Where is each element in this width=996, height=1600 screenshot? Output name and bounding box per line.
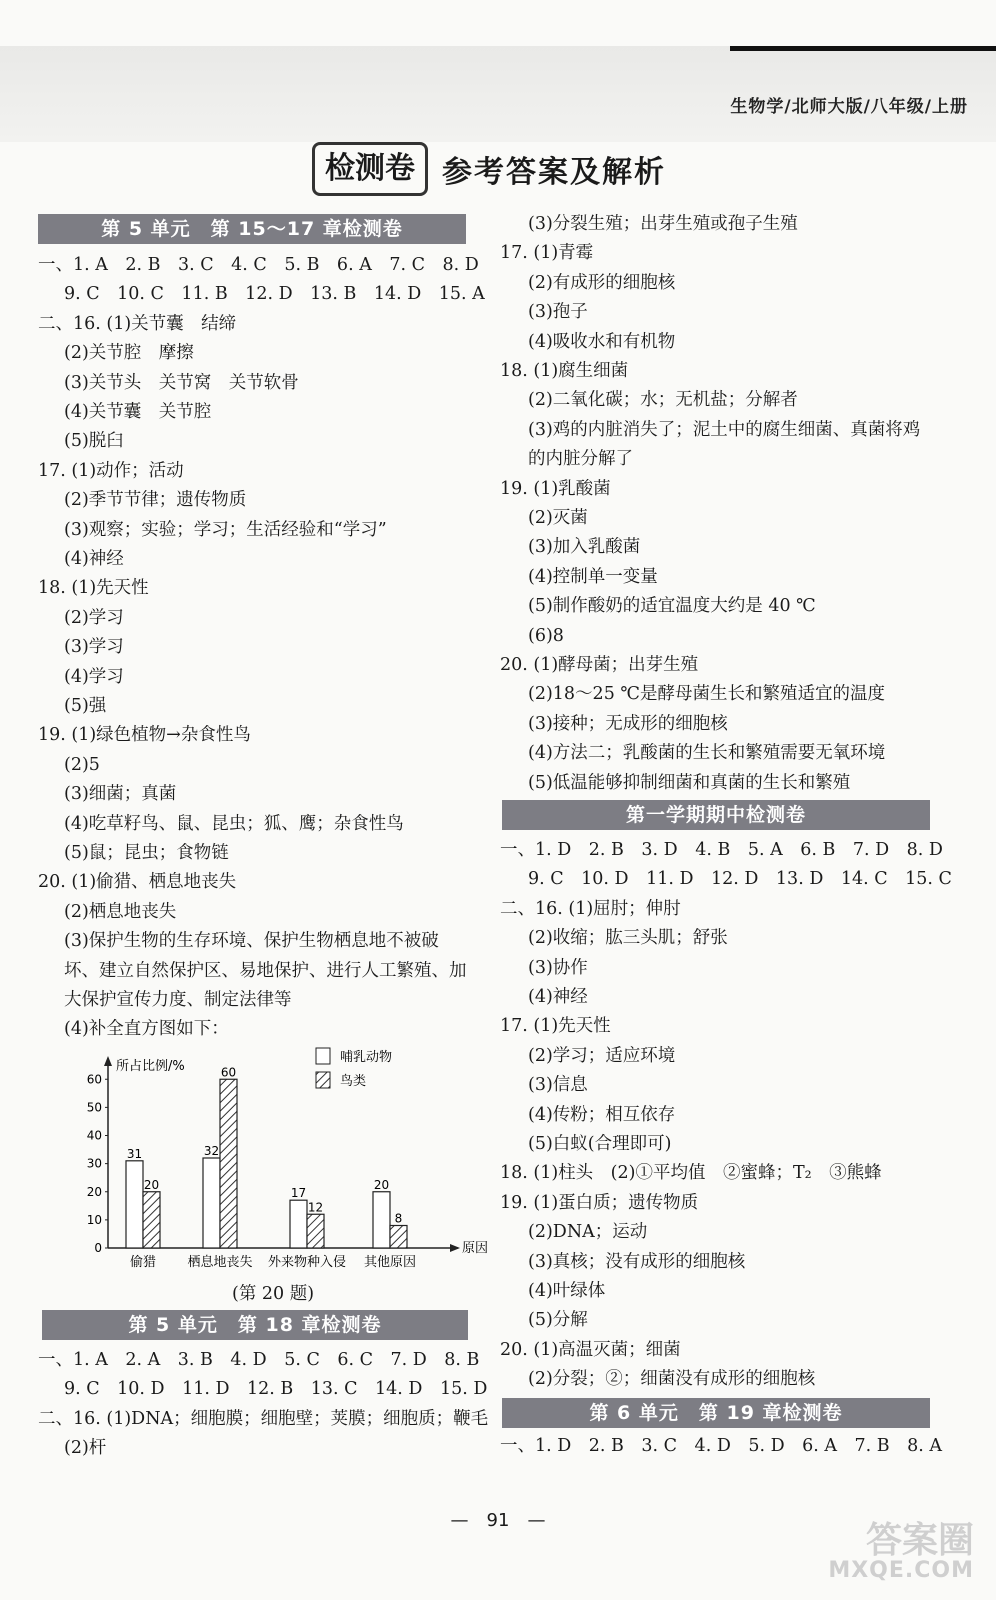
answer-line: 的内脏分解了 — [528, 449, 633, 470]
answer-line: 一、1. A 2. B 3. C 4. C 5. B 6. A 7. C 8. D — [38, 255, 479, 275]
answer-line: 20. (1)偷猎、栖息地丧失 — [38, 872, 237, 893]
answer-line: 9. C 10. D 11. D 12. D 13. D 14. C 15. C — [528, 869, 952, 890]
answer-line: (5)强 — [64, 696, 107, 716]
answer-line: (2)收缩；肱三头肌；舒张 — [528, 928, 728, 949]
y-tick-label: 0 — [94, 1241, 102, 1255]
answer-line: (2)有成形的细胞核 — [528, 272, 676, 293]
answer-line: 18. (1)腐生细菌 — [500, 361, 629, 381]
data-label: 20 — [373, 1177, 390, 1192]
title-box: 检测卷 — [312, 142, 428, 196]
answer-line: (3)协作 — [528, 957, 588, 978]
data-label: 60 — [220, 1065, 237, 1080]
answer-line: 9. C 10. C 11. B 12. D 13. B 14. D 15. A — [64, 284, 485, 305]
answer-line: (5)制作酸奶的适宜温度大约是 40 ℃ — [528, 596, 816, 617]
answer-line: (2)关节腔 摩擦 — [64, 343, 194, 364]
section-banner-unit5-ch18: 第 5 单元 第 18 章检测卷 — [42, 1310, 468, 1340]
answer-line: 19. (1)乳酸菌 — [500, 478, 611, 499]
x-tick-label: 其他原因 — [363, 1255, 417, 1270]
section-banner-unit5-ch15-17: 第 5 单元 第 15～17 章检测卷 — [38, 214, 466, 244]
legend-swatch-bird — [316, 1072, 330, 1088]
data-label: 12 — [307, 1200, 324, 1215]
answer-line: (2)18～25 ℃是酵母菌生长和繁殖适宜的温度 — [528, 684, 885, 705]
answer-line: (4)吸收水和有机物 — [528, 331, 676, 352]
answer-line: 18. (1)柱头 (2)①平均值 ②蜜蜂；T₂ ③熊蜂 — [500, 1163, 882, 1184]
answer-line: (5)鼠；昆虫；食物链 — [64, 843, 229, 863]
answer-line: (5)低温能够抑制细菌和真菌的生长和繁殖 — [528, 772, 851, 793]
answer-line: (4)补全直方图如下： — [64, 1019, 229, 1040]
answer-line: (3)关节头 关节窝 关节软骨 — [64, 372, 299, 393]
data-label: 32 — [203, 1144, 220, 1158]
answer-line: 9. C 10. D 11. D 12. B 13. C 14. D 15. D — [64, 1379, 488, 1400]
answer-line: (3)加入乳酸菌 — [528, 537, 641, 558]
answer-line: (2)二氧化碳；水；无机盐；分解者 — [528, 390, 798, 411]
answer-line: 20. (1)酵母菌；出芽生殖 — [500, 655, 699, 675]
answer-line: (2)5 — [64, 754, 100, 775]
bar-bird — [143, 1192, 160, 1248]
answer-line: 一、1. D 2. B 3. D 4. B 5. A 6. B 7. D 8. D — [500, 840, 943, 860]
answer-line: (2)分裂；②；细菌没有成形的细胞核 — [528, 1369, 816, 1390]
bar-bird — [220, 1079, 237, 1248]
x-tick-label: 外来物种入侵 — [267, 1255, 347, 1270]
answer-line: 19. (1)绿色植物→杂食性鸟 — [38, 725, 251, 746]
y-axis-label: 所占比例/% — [116, 1059, 185, 1074]
bar-bird — [307, 1214, 324, 1248]
answer-line: (2)栖息地丧失 — [64, 901, 177, 922]
answer-line: (3)接种；无成形的细胞核 — [528, 713, 728, 734]
answer-line: (3)观察；实验；学习；生活经验和“学习” — [64, 519, 387, 540]
answer-line: (2)杆 — [64, 1438, 107, 1459]
answer-line: (3)信息 — [528, 1075, 588, 1096]
answer-line: (5)白蚁(合理即可) — [528, 1134, 672, 1154]
y-tick-label: 30 — [86, 1156, 102, 1171]
answer-line: 坏、建立自然保护区、易地保护、进行人工繁殖、加 — [64, 960, 467, 981]
y-tick-label: 50 — [86, 1100, 102, 1115]
y-tick-label: 20 — [86, 1184, 102, 1199]
bar-mammal — [290, 1200, 307, 1248]
answer-line: (4)传粉；相互依存 — [528, 1104, 676, 1125]
answer-line: (4)吃草籽鸟、鼠、昆虫；狐、鹰；杂食性鸟 — [64, 813, 404, 834]
answer-line: (2)学习；适应环境 — [528, 1045, 676, 1066]
answer-line: (2)季节节律；遗传物质 — [64, 490, 247, 511]
answer-line: 一、1. A 2. A 3. B 4. D 5. C 6. C 7. D 8. B — [38, 1350, 480, 1370]
answer-line: (4)叶绿体 — [528, 1281, 606, 1301]
answer-line: (2)灭菌 — [528, 508, 588, 528]
bar-mammal — [373, 1192, 390, 1248]
answer-line: (3)真核；没有成形的细胞核 — [528, 1251, 746, 1272]
answer-line: 大保护宣传力度、制定法律等 — [64, 990, 292, 1010]
bar-mammal — [126, 1161, 143, 1248]
answer-line: (3)分裂生殖；出芽生殖或孢子生殖 — [528, 214, 798, 234]
answer-line: 一、1. D 2. B 3. C 4. D 5. D 6. A 7. B 8. A — [500, 1436, 943, 1456]
title-text: 参考答案及解析 — [442, 155, 666, 190]
answer-line: (3)学习 — [64, 637, 124, 658]
page-number: — 91 — — [450, 1510, 546, 1531]
answer-line: 17. (1)青霉 — [500, 243, 594, 264]
answer-line: (4)关节囊 关节腔 — [64, 402, 212, 422]
answer-line: (6)8 — [528, 625, 564, 646]
page-title — [312, 140, 666, 198]
y-tick-label: 60 — [86, 1072, 102, 1087]
legend-label: 鸟类 — [340, 1074, 367, 1089]
answer-line: (4)方法二；乳酸菌的生长和繁殖需要无氧环境 — [528, 743, 886, 764]
answer-line: (4)学习 — [64, 666, 124, 687]
data-label: 20 — [143, 1177, 160, 1192]
watermark-logo: 答案圈 — [865, 1520, 974, 1561]
bar-bird — [390, 1226, 407, 1249]
bar-mammal — [203, 1158, 220, 1248]
section-banner-midterm: 第一学期期中检测卷 — [502, 800, 930, 830]
section-banner-unit6-ch19: 第 6 单元 第 19 章检测卷 — [502, 1398, 930, 1428]
answer-line: 18. (1)先天性 — [38, 578, 149, 599]
x-tick-label: 栖息地丧失 — [187, 1255, 253, 1270]
answer-line: (2)DNA；运动 — [528, 1222, 648, 1243]
answer-line: 二、16. (1)关节囊 结缔 — [38, 313, 237, 334]
y-axis-arrow — [104, 1056, 112, 1066]
header-rule — [730, 46, 996, 51]
x-axis-label: 原因 — [462, 1241, 489, 1256]
answer-line: 二、16. (1)DNA；细胞膜；细胞壁；荚膜；细胞质；鞭毛 — [38, 1408, 489, 1429]
legend-swatch-mammal — [316, 1048, 330, 1064]
data-label: 17 — [290, 1186, 307, 1201]
data-label: 31 — [126, 1146, 143, 1161]
y-tick-label: 10 — [86, 1212, 102, 1227]
answer-line: (3)保护生物的生存环境、保护生物栖息地不被破 — [64, 931, 439, 952]
watermark-site: MXQE.COM — [828, 1558, 974, 1583]
answer-line: (3)细菌；真菌 — [64, 784, 177, 805]
answer-line: 19. (1)蛋白质；遗传物质 — [500, 1192, 699, 1213]
answer-line: (4)神经 — [64, 549, 124, 569]
answer-line: (3)鸡的内脏消失了；泥土中的腐生细菌、真菌将鸡 — [528, 419, 921, 440]
answer-line: 二、16. (1)屈肘；伸肘 — [500, 898, 681, 919]
answer-line: 17. (1)先天性 — [500, 1016, 611, 1037]
answer-line: (2)学习 — [64, 607, 124, 628]
answer-line: (4)神经 — [528, 987, 588, 1007]
bar-chart — [70, 1040, 490, 1285]
x-tick-label: 偷猎 — [129, 1255, 157, 1270]
y-tick-label: 40 — [86, 1128, 102, 1143]
subject-label: 生物学/北师大版/八年级/上册 — [730, 97, 968, 117]
answer-line: 17. (1)动作；活动 — [38, 460, 184, 481]
answer-line: (5)分解 — [528, 1310, 588, 1331]
chart-caption: (第 20 题) — [232, 1284, 315, 1304]
data-label: 8 — [394, 1211, 403, 1226]
answer-line: (5)脱臼 — [64, 431, 124, 452]
answer-line: (4)控制单一变量 — [528, 566, 658, 587]
legend-label: 哺乳动物 — [340, 1050, 393, 1065]
x-axis-arrow — [450, 1244, 460, 1252]
answer-line: (3)孢子 — [528, 302, 588, 323]
answer-line: 20. (1)高温灭菌；细菌 — [500, 1339, 681, 1360]
